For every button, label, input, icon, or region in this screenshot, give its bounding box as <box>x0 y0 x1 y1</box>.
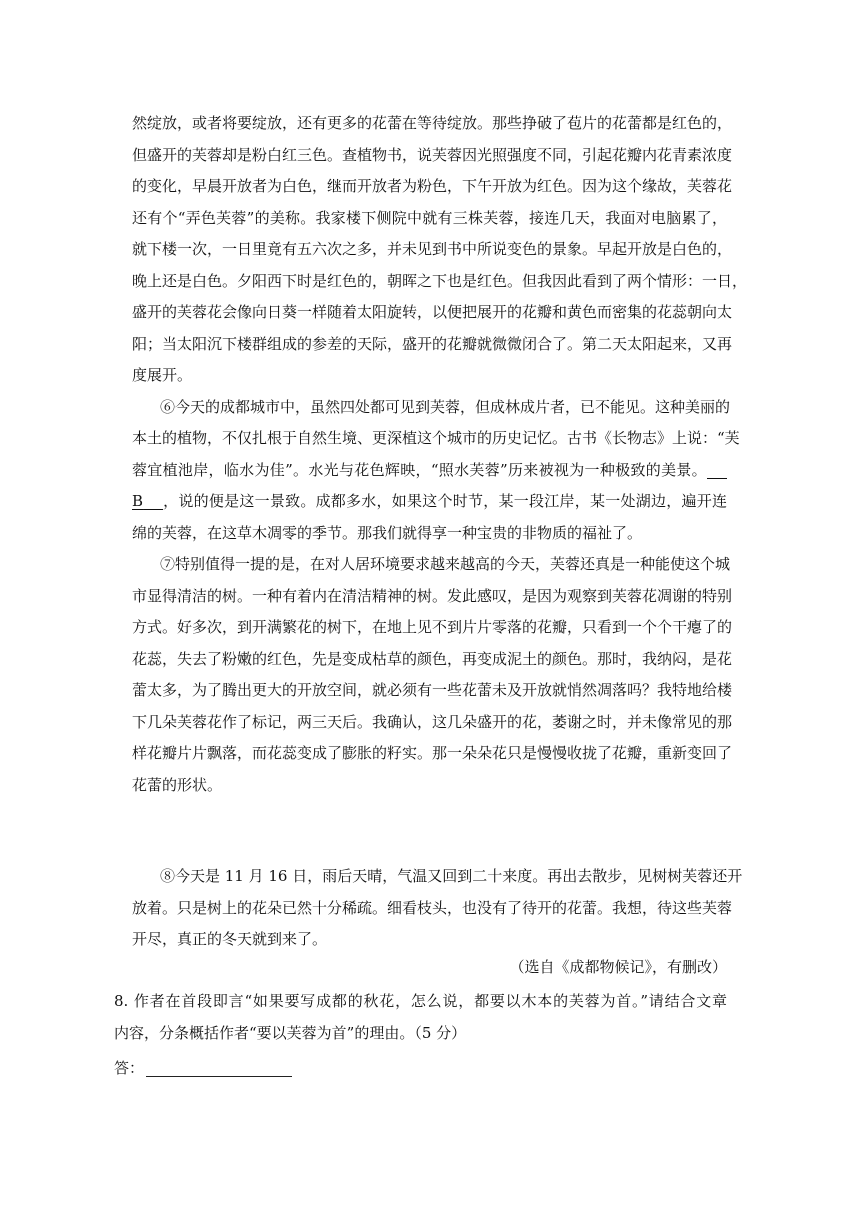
source-citation: （选自《成都物候记》，有删改） <box>509 958 727 976</box>
paragraph-6-text: 蓉宜植池岸，临水为佳”。水光与花色辉映，“照水芙蓉”历来被视为一种极致的美景。 <box>132 461 707 479</box>
answer-blank-line[interactable] <box>146 1058 292 1077</box>
paragraph-7-line: 方式。好多次，到开满繁花的树下，在地上见不到片片零落的花瓣，只看到一个个干瘪了的 <box>132 618 733 636</box>
paragraph-7-line: ⑦特别值得一提的是，在对人居环境要求越来越高的今天，芙蓉还真是一种能使这个城 <box>160 555 731 573</box>
answer-label: 答： <box>114 1059 145 1077</box>
paragraph-8-line: 放着。只是树上的花朵已然十分稀疏。细看枝头，也没有了待开的花蕾。我想，待这些芙蓉 <box>132 899 733 917</box>
fill-blank-b-start <box>707 461 727 479</box>
answer-area <box>114 1053 727 1083</box>
paragraph-7-line: 市显得清洁的树。一种有着内在清洁精神的树。发此感叹，是因为观察到芙蓉花凋谢的特别 <box>132 587 733 605</box>
text-line: 然绽放，或者将要绽放，还有更多的花蕾在等待绽放。那些挣破了苞片的花蕾都是红色的， <box>132 114 733 132</box>
paragraph-6-line: 本土的植物，不仅扎根于自然生境、更深植这个城市的历史记忆。古书《长物志》上说：“芙 <box>132 429 740 447</box>
fill-blank-b-end <box>143 492 163 510</box>
text-line: 晚上还是白色。夕阳西下时是红色的，朝晖之下也是红色。但我因此看到了两个情形：一日， <box>132 272 748 290</box>
paragraph-7-line: 花蕾的形状。 <box>132 776 223 794</box>
paragraph-6-line: ⑥今天的成都城市中，虽然四处都可见到芙蓉，但成林成片者，已不能见。这种美丽的 <box>160 398 731 416</box>
paragraph-8-line: ⑧今天是 11 月 16 日，雨后天晴，气温又回到二十来度。再出去散步，见树树芙蓉还开 <box>160 867 743 885</box>
text-line: 但盛开的芙蓉却是粉白红三色。查植物书，说芙蓉因光照强度不同，引起花瓣内花青素浓度 <box>132 146 733 164</box>
text-line: 阳；当太阳沉下楼群组成的参差的天际，盛开的花瓣就微微闭合了。第二天太阳起来，又再 <box>132 335 733 353</box>
text-line: 还有个“弄色芙蓉”的美称。我家楼下侧院中就有三株芙蓉，接连几天，我面对电脑累了， <box>132 209 727 227</box>
paragraph-6-line: 绵的芙蓉，在这草木凋零的季节。那我们就得享一种宝贵的非物质的福祉了。 <box>132 524 643 542</box>
paragraph-6-text: ，说的便是这一景致。成都多水，如果这个时节，某一段江岸，某一处湖边，遍开连 <box>163 492 727 510</box>
text-line: 度展开。 <box>132 366 193 384</box>
paragraph-7-line: 样花瓣片片飘落，而花蕊变成了膨胀的籽实。那一朵朵花只是慢慢收拢了花瓣，重新变回了 <box>132 744 733 762</box>
question-8-line: 8. 作者在首段即言“如果要写成都的秋花，怎么说，都要以木本的芙蓉为首。”请结合文章 <box>114 992 727 1010</box>
paragraph-7-line: 蕾太多，为了腾出更大的开放空间，就必须有一些花蕾未及开放就悄然凋落吗？我特地给楼 <box>132 681 733 699</box>
fill-blank-b-label: B <box>132 492 144 510</box>
paragraph-7-line: 下几朵芙蓉花作了标记，两三天后。我确认，这几朵盛开的花，萎谢之时，并未像常见的那 <box>132 713 733 731</box>
paragraph-7-line: 花蕊，失去了粉嫩的红色，先是变成枯草的颜色，再变成泥土的颜色。那时，我纳闷，是花 <box>132 650 733 668</box>
paragraph-6-line <box>132 455 727 485</box>
paragraph-8-line: 开尽，真正的冬天就到来了。 <box>132 930 328 948</box>
text-line: 盛开的芙蓉花会像向日葵一样随着太阳旋转，以便把展开的花瓣和黄色而密集的花蕊朝向太 <box>132 303 733 321</box>
text-line: 就下楼一次，一日里竟有五六次之多，并未见到书中所说变色的景象。早起开放是白色的， <box>132 240 733 258</box>
paragraph-6-line <box>132 486 727 516</box>
text-line: 的变化，早晨开放者为白色，继而开放者为粉色，下午开放为红色。因为这个缘故，芙蓉花 <box>132 177 733 195</box>
question-8-line: 内容，分条概括作者“要以芙蓉为首”的理由。（5 分） <box>114 1024 467 1042</box>
